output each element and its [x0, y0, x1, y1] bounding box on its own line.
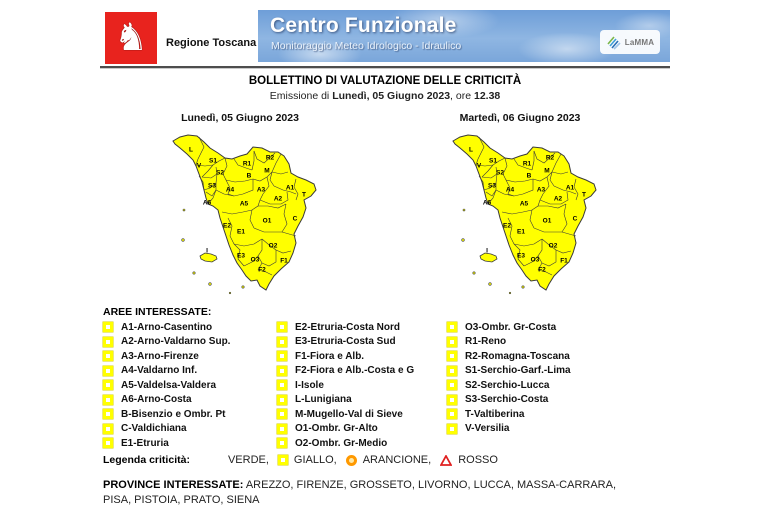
area-label: S2-Serchio-Lucca	[465, 379, 550, 391]
yellow-criticality-icon	[277, 351, 287, 361]
islet	[242, 286, 244, 288]
zone-label-A1: A1	[565, 184, 575, 192]
pegasus-icon: ♞	[113, 17, 149, 59]
areas-column-3	[447, 320, 571, 436]
zone-label-F1: F1	[280, 257, 288, 265]
yellow-criticality-icon	[277, 337, 287, 347]
zone-label-I: I	[486, 247, 488, 255]
zone-label-L: L	[189, 146, 193, 154]
islet	[462, 239, 465, 242]
page-title: BOLLETTINO DI VALUTAZIONE DELLE CRITICITÀ	[248, 75, 522, 87]
area-item	[447, 364, 571, 379]
provinces-line	[103, 478, 638, 508]
zone-label-V: V	[476, 162, 482, 170]
area-item	[447, 422, 571, 437]
zone-label-R2: R2	[265, 154, 275, 162]
legend-label: Legenda criticità:	[103, 454, 190, 466]
zone-label-A5: A5	[519, 200, 529, 208]
area-label: S3-Serchio-Costa	[465, 394, 549, 406]
legend-item	[228, 454, 269, 466]
islet	[182, 239, 185, 242]
zone-label-E2: E2	[503, 222, 511, 230]
zone-label-O3: O3	[250, 256, 260, 264]
zone-label-S3: S3	[208, 182, 216, 190]
zone-label-A4: A4	[505, 186, 515, 194]
area-item	[277, 364, 414, 379]
area-item	[447, 320, 571, 335]
area-label: A5-Valdelsa-Valdera	[121, 379, 217, 391]
area-label: O1-Ombr. Gr-Alto	[295, 423, 378, 435]
tuscany-criticality-map	[150, 127, 330, 305]
area-label: V-Versilia	[465, 423, 510, 435]
regione-toscana-logo	[105, 12, 157, 64]
zone-label-O3: O3	[530, 256, 540, 264]
zone-label-S2: S2	[216, 169, 224, 177]
area-label: R1-Reno	[465, 336, 507, 348]
zone-label-F2: F2	[538, 266, 546, 274]
legend-item-label: GIALLO,	[293, 454, 337, 466]
area-item	[277, 422, 414, 437]
banner-title: Centro Funzionale	[270, 14, 457, 37]
zone-label-A3: A3	[256, 186, 266, 194]
legend-item-label: VERDE,	[227, 454, 269, 466]
yellow-criticality-icon	[277, 366, 287, 376]
zone-label-E1: E1	[237, 228, 245, 236]
yellow-criticality-icon	[277, 424, 287, 434]
area-label: E2-Etruria-Costa Nord	[295, 321, 401, 333]
area-item	[277, 393, 414, 408]
emission-mid: , ore	[450, 90, 474, 102]
area-label: S1-Serchio-Garf.-Lima	[465, 365, 571, 377]
tuscany-outline	[173, 135, 316, 290]
islet	[229, 292, 231, 294]
zone-label-E1: E1	[517, 228, 525, 236]
area-label: C-Valdichiana	[121, 423, 187, 435]
zone-label-V: V	[196, 162, 202, 170]
area-label: M-Mugello-Val di Sieve	[295, 408, 403, 420]
area-item	[103, 320, 230, 335]
yellow-criticality-icon	[103, 366, 113, 376]
area-label: O3-Ombr. Gr-Costa	[465, 321, 557, 333]
zone-label-R1: R1	[242, 160, 252, 168]
emission-prefix: Emissione di	[269, 90, 333, 102]
map-day1	[150, 112, 330, 305]
area-label: T-Valtiberina	[465, 408, 525, 420]
yellow-criticality-icon	[447, 366, 457, 376]
area-label: A2-Arno-Valdarno Sup.	[121, 336, 231, 348]
area-label: B-Bisenzio e Ombr. Pt	[121, 408, 226, 420]
zone-label-A1: A1	[285, 184, 295, 192]
legend-item	[278, 454, 337, 466]
zone-label-O1: O1	[542, 217, 552, 225]
islet	[183, 209, 185, 211]
yellow-criticality-icon	[277, 380, 287, 390]
area-item	[103, 407, 230, 422]
yellow-criticality-icon	[447, 380, 457, 390]
zone-label-F2: F2	[258, 266, 266, 274]
zone-label-O2: O2	[268, 242, 278, 250]
area-label: A1-Arno-Casentino	[121, 321, 213, 333]
area-item	[447, 378, 571, 393]
zone-label-A2: A2	[553, 195, 563, 203]
islet	[473, 272, 475, 274]
emission-date: Lunedì, 05 Giugno 2023	[332, 90, 451, 102]
provinces-label: PROVINCE INTERESSATE:	[103, 479, 244, 491]
zone-label-B: B	[526, 172, 532, 180]
area-item	[277, 335, 414, 350]
area-label: F1-Fiora e Alb.	[295, 350, 365, 362]
area-item	[447, 335, 571, 350]
zone-label-T: T	[582, 191, 586, 199]
yellow-criticality-icon	[447, 351, 457, 361]
yellow-criticality-icon	[103, 337, 113, 347]
area-label: E3-Etruria-Costa Sud	[295, 336, 396, 348]
zone-label-E3: E3	[517, 252, 525, 260]
lamma-stripes-icon	[606, 34, 622, 50]
yellow-criticality-icon	[103, 351, 113, 361]
zone-label-S2: S2	[496, 169, 504, 177]
elba-island	[200, 253, 217, 262]
yellow-criticality-icon	[103, 438, 113, 448]
area-label: L-Lunigiana	[295, 394, 352, 406]
zone-label-A3: A3	[536, 186, 546, 194]
yellow-criticality-icon	[103, 409, 113, 419]
area-item	[103, 335, 230, 350]
zone-label-S1: S1	[209, 157, 217, 165]
zone-label-C: C	[292, 215, 298, 223]
yellow-criticality-icon	[277, 409, 287, 419]
area-label: I-Isole	[295, 379, 324, 391]
map-day2	[430, 112, 610, 305]
zone-label-A6: A6	[482, 199, 492, 207]
zone-label-C: C	[572, 215, 578, 223]
legend-items	[228, 454, 507, 466]
area-label: E1-Etruria	[121, 437, 169, 449]
yellow-criticality-icon	[103, 380, 113, 390]
header-divider	[100, 66, 670, 69]
tuscany-outline	[453, 135, 596, 290]
area-label: O2-Ombr. Gr-Medio	[295, 437, 388, 449]
areas-column-2	[277, 320, 414, 451]
zone-label-B: B	[246, 172, 252, 180]
islet	[193, 272, 195, 274]
zone-label-S1: S1	[489, 157, 497, 165]
area-item	[277, 378, 414, 393]
zone-label-T: T	[302, 191, 306, 199]
area-item	[447, 393, 571, 408]
tuscany-criticality-map	[430, 127, 610, 305]
zone-label-A4: A4	[225, 186, 235, 194]
legend-item	[440, 454, 498, 466]
red-triangle-icon	[440, 455, 452, 466]
zone-label-R1: R1	[522, 160, 532, 168]
zone-label-R2: R2	[545, 154, 555, 162]
islet	[509, 292, 511, 294]
islet	[522, 286, 524, 288]
zone-label-L: L	[469, 146, 473, 154]
map-day1-title: Lunedì, 05 Giugno 2023	[181, 112, 299, 124]
legend-item-label: ROSSO	[458, 454, 498, 466]
yellow-criticality-icon	[447, 337, 457, 347]
yellow-criticality-icon	[103, 395, 113, 405]
zone-label-O2: O2	[548, 242, 558, 250]
elba-island	[480, 253, 497, 262]
criticality-legend	[103, 454, 507, 466]
area-label: A6-Arno-Costa	[121, 394, 192, 406]
area-item	[447, 349, 571, 364]
map-day2-title: Martedì, 06 Giugno 2023	[459, 112, 581, 124]
area-item	[277, 436, 414, 451]
islet	[489, 283, 492, 286]
orange-circle-icon	[346, 455, 357, 466]
emission-line	[100, 90, 670, 102]
yellow-criticality-icon	[103, 424, 113, 434]
yellow-criticality-icon	[447, 322, 457, 332]
yellow-criticality-icon	[447, 395, 457, 405]
banner-subtitle: Monitoraggio Meteo Idrologico - Idraulico	[271, 40, 462, 52]
zone-label-S3: S3	[488, 182, 496, 190]
islet	[463, 209, 465, 211]
area-item	[277, 320, 414, 335]
zone-label-M: M	[264, 167, 270, 175]
yellow-square-icon	[278, 455, 288, 465]
area-item	[103, 378, 230, 393]
legend-item	[346, 454, 431, 466]
area-item	[277, 407, 414, 422]
zone-label-I: I	[206, 247, 208, 255]
area-label: A3-Arno-Firenze	[121, 350, 199, 362]
zone-label-E2: E2	[223, 222, 231, 230]
lamma-logo	[600, 30, 660, 54]
area-label: F2-Fiora e Alb.-Costa e G	[295, 365, 415, 377]
area-item	[277, 349, 414, 364]
area-item	[447, 407, 571, 422]
centro-funzionale-banner	[258, 10, 670, 62]
yellow-criticality-icon	[277, 322, 287, 332]
zone-label-O1: O1	[262, 217, 272, 225]
yellow-criticality-icon	[277, 438, 287, 448]
areas-column-1	[103, 320, 230, 451]
emission-time: 12.38	[473, 90, 501, 102]
areas-heading: AREE INTERESSATE:	[103, 306, 212, 318]
zone-label-A2: A2	[273, 195, 283, 203]
yellow-criticality-icon	[277, 395, 287, 405]
yellow-criticality-icon	[447, 409, 457, 419]
zone-label-M: M	[544, 167, 550, 175]
area-item	[103, 349, 230, 364]
legend-item-label: ARANCIONE,	[362, 454, 432, 466]
islet	[209, 283, 212, 286]
lamma-label: LaMMA	[624, 37, 655, 47]
area-item	[103, 393, 230, 408]
area-item	[103, 364, 230, 379]
yellow-criticality-icon	[103, 322, 113, 332]
zone-label-E3: E3	[237, 252, 245, 260]
zone-label-A5: A5	[239, 200, 249, 208]
area-label: R2-Romagna-Toscana	[465, 350, 570, 362]
area-label: A4-Valdarno Inf.	[121, 365, 198, 377]
zone-label-F1: F1	[560, 257, 568, 265]
yellow-criticality-icon	[447, 424, 457, 434]
zone-label-A6: A6	[202, 199, 212, 207]
area-item	[103, 436, 230, 451]
region-label: Regione Toscana	[166, 37, 257, 49]
area-item	[103, 422, 230, 437]
provinces-value: AREZZO, FIRENZE, GROSSETO, LIVORNO, LUCCA, MASSA-CARRARA, PISA, PISTOIA, PRATO, SIENA	[103, 479, 617, 506]
